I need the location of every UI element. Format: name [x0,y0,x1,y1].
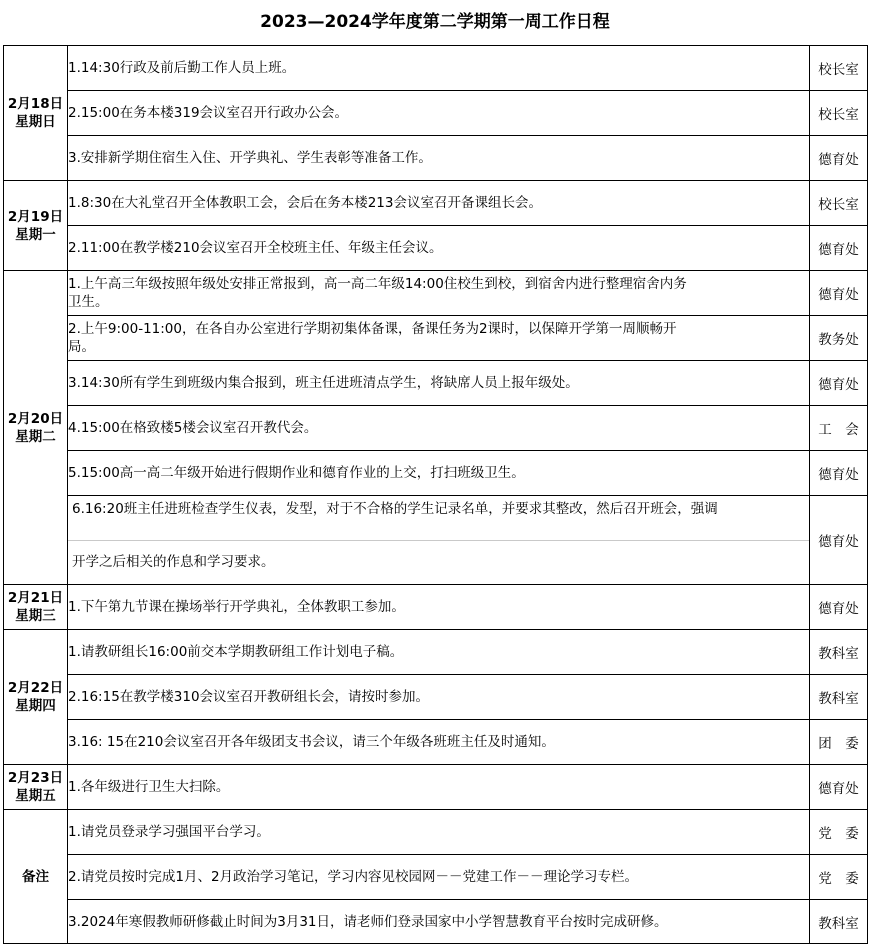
task-text-line: 卫生。 [68,294,109,310]
weekday-label: 星期三 [15,608,56,624]
date-cell [4,585,68,630]
date-cell [4,271,68,585]
date-label: 2月22日 [7,680,64,696]
dept-label: 德育处 [810,271,868,316]
task-text: 1.各年级进行卫生大扫除。 [68,765,810,810]
task-text: 5.15:00高一高二年级开始进行假期作业和德育作业的上交，打扫班级卫生。 [68,451,810,496]
date-cell [4,181,68,271]
dept-label: 德育处 [810,226,868,271]
table-row [4,900,868,944]
dept-label: 德育处 [810,496,868,585]
dept-label: 教科室 [810,675,868,720]
table-row [4,720,868,765]
dept-label: 德育处 [810,765,868,810]
task-text-line: 1.上午高三年级按照年级处安排正常报到，高一高二年级14:00住校生到校，到宿舍内进行整理宿舍内务 [68,276,687,292]
task-text: 3.2024年寒假教师研修截止时间为3月31日，请老师们登录国家中小学智慧教育平台按时完成研修。 [68,900,810,944]
dept-label: 校长室 [810,46,868,91]
task-text [68,316,810,361]
table-row [4,271,868,316]
table-row [4,675,868,720]
dept-label: 教科室 [810,630,868,675]
task-text: 1.请教研组长16:00前交本学期教研组工作计划电子稿。 [68,630,810,675]
task-text: 1.请党员登录学习强国平台学习。 [68,810,810,855]
task-text: 1.14:30行政及前后勤工作人员上班。 [68,46,810,91]
date-label: 2月23日 [7,770,64,786]
dept-label: 德育处 [810,361,868,406]
dept-label: 工 会 [810,406,868,451]
task-text: 3.14:30所有学生到班级内集合报到，班主任进班清点学生，将缺席人员上报年级处。 [68,361,810,406]
dept-label: 党 委 [810,855,868,900]
table-row [4,630,868,675]
task-text-line: 2.上午9:00-11:00，在各自办公室进行学期初集体备课，备课任务为2课时，以保障开学第一周顺畅开 [68,321,677,337]
task-text: 2.16:15在教学楼310会议室召开教研组长会，请按时参加。 [68,675,810,720]
task-text-line: 开学之后相关的作息和学习要求。 [72,554,275,570]
date-label: 2月19日 [7,208,64,225]
table-row [4,496,868,585]
task-text [68,271,810,316]
dept-label: 党 委 [810,810,868,855]
weekday-label: 星期五 [15,788,56,804]
table-row [4,316,868,361]
dept-label: 教务处 [810,316,868,361]
dept-label: 校长室 [810,91,868,136]
date-cell [4,630,68,765]
weekday-label: 星期日 [15,114,56,130]
task-text [68,496,810,585]
table-row [4,181,868,226]
task-text: 2.15:00在务本楼319会议室召开行政办公会。 [68,91,810,136]
schedule-table [3,45,868,944]
date-label: 2月18日 [7,96,64,112]
date-label: 2月21日 [7,590,64,606]
table-row [4,810,868,855]
task-text: 2.11:00在教学楼210会议室召开全校班主任、年级主任会议。 [68,226,810,271]
table-row [4,46,868,91]
weekday-label: 星期二 [15,428,56,445]
table-row [4,451,868,496]
dept-label: 团 委 [810,720,868,765]
table-row [4,855,868,900]
table-row [4,361,868,406]
table-row [4,765,868,810]
dept-label: 德育处 [810,451,868,496]
task-text: 3.安排新学期住宿生入住、开学典礼、学生表彰等准备工作。 [68,136,810,181]
weekday-label: 星期一 [15,226,56,243]
task-text: 2.请党员按时完成1月、2月政治学习笔记，学习内容见校园网－－党建工作－－理论学习专栏。 [68,855,810,900]
task-text-line: 6.16:20班主任进班检查学生仪表，发型，对于不合格的学生记录名单，并要求其整改，然后召开班会， [72,501,691,517]
table-row [4,406,868,451]
task-text-line: 强调 [690,501,718,517]
dept-label: 校长室 [810,181,868,226]
task-text: 3.16: 15在210会议室召开各年级团支书会议，请三个年级各班班主任及时通知。 [68,720,810,765]
table-row [4,91,868,136]
notes-label: 备注 [22,868,49,885]
dept-label: 德育处 [810,136,868,181]
date-cell [4,46,68,181]
table-row [4,226,868,271]
dept-label: 教科室 [810,900,868,944]
date-label: 2月20日 [7,410,64,427]
dept-label: 德育处 [810,585,868,630]
task-text-line: 局。 [68,339,95,355]
notes-cell [4,810,68,944]
weekday-label: 星期四 [15,698,56,714]
task-text: 1.下午第九节课在操场举行开学典礼，全体教职工参加。 [68,585,810,630]
table-row [4,585,868,630]
page-title: 2023—2024学年度第二学期第一周工作日程 [260,12,610,32]
date-cell [4,765,68,810]
task-text: 1.8:30在大礼堂召开全体教职工会，会后在务本楼213会议室召开备课组长会。 [68,181,810,226]
table-row [4,136,868,181]
task-text: 4.15:00在格致楼5楼会议室召开教代会。 [68,406,810,451]
